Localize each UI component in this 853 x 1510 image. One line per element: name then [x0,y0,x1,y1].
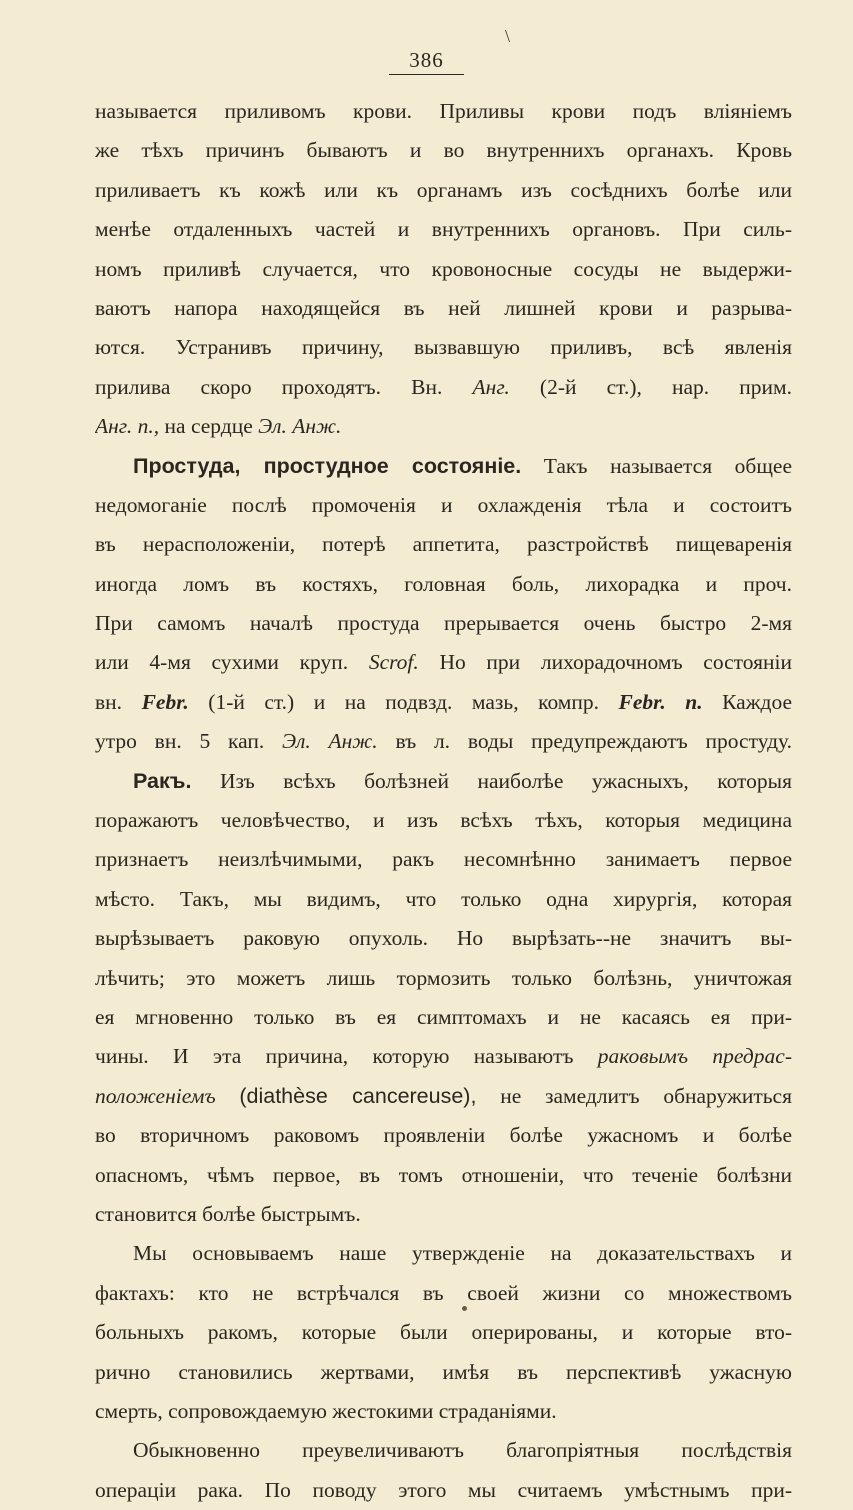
section-heading-prostuda: Простуда, простудное состояніе. [133,453,522,478]
text-line: номъ приливѣ случается, что кровоносные сосуды не выдержи- [95,256,792,281]
text-line: или 4-мя сухими круп. Scrof. Но при лихорадочномъ состояніи [95,650,792,675]
text-line: операціи рака. По поводу этого мы считаемъ умѣстнымъ при- [95,1477,792,1502]
text-line: чины. И эта причина, которую называютъ раковымъ предрас- [95,1044,792,1069]
text-line: прилива скоро проходятъ. Вн. Анг. (2-й ст.), нар. прим. [95,374,792,399]
page-number: 386 [0,48,853,75]
text-line: мѣсто. Такъ, мы видимъ, что только одна хирургія, которая [95,886,792,911]
text-line: же тѣхъ причинъ бываютъ и во внутреннихъ органахъ. Кровь [95,138,792,163]
text-line: ваютъ напора находящейся въ ней лишней крови и разрыва- [95,295,792,320]
remedy-abbrev: Анг. п., [95,414,160,439]
text-line: При самомъ началѣ простуда прерывается очень быстро 2-мя [95,611,792,636]
text-line: въ нерасположеніи, потерѣ аппетита, разстройствѣ пищеваренія [95,532,792,557]
remedy-abbrev: Febr. [141,689,189,714]
text-line: рично становились жертвами, имѣя въ перспективѣ ужасную [95,1359,792,1384]
remedy-abbrev: Эл. Анж. [258,414,342,439]
text-line: приливаетъ къ кожѣ или къ органамъ изъ сосѣднихъ болѣе или [95,177,792,202]
page-text [95,92,792,1510]
ink-dot [462,1306,467,1311]
text-line: называется приливомъ крови. Приливы крови подъ вліяніемъ [95,99,792,123]
text-line: становится болѣе быстрымъ. [95,1201,361,1226]
section-heading-rak: Ракъ. [133,768,192,793]
text-line: Простуда, простудное состояніе. Такъ называется общее [133,453,792,478]
text-line: опасномъ, чѣмъ первое, въ томъ отношеніи, что теченіе болѣзни [95,1162,792,1187]
corner-mark: \ [505,26,511,46]
text-line: поражаютъ человѣчество, и изъ всѣхъ тѣхъ, которыя медицина [95,808,792,833]
italic-term: раковымъ предрас- [597,1044,792,1069]
text-line: ются. Устранивъ причину, вызвавшую приливъ, всѣ явленія [95,335,792,360]
text-line: фактахъ: кто не встрѣчался въ своей жизни со множествомъ [95,1280,792,1305]
remedy-abbrev: Febr. п. [618,689,703,714]
text-line: Мы основываемъ наше утвержденіе на доказательствахъ и [133,1241,792,1266]
text-line: Ракъ. Изъ всѣхъ болѣзней наиболѣе ужасныхъ, которыя [133,768,792,793]
text-line: менѣе отдаленныхъ частей и внутреннихъ органовъ. При силь- [95,217,792,242]
remedy-abbrev: Анг. [472,374,510,399]
text-line: недомоганіе послѣ промоченія и охлажденія тѣла и состоитъ [95,492,792,517]
text-line: во вторичномъ раковомъ проявленіи болѣе ужасномъ и болѣе [95,1123,792,1148]
text-line: вырѣзываетъ раковую опухоль. Но вырѣзать--не значитъ вы- [95,926,792,951]
italic-term: положеніемъ [95,1083,216,1108]
text-line: Анг. п., на сердце Эл. Анж. [95,414,342,439]
latin-term: (diathèse cancereuse), [239,1083,477,1108]
remedy-abbrev: Эл. Анж. [282,729,378,754]
text-line: ея мгновенно только въ ея симптомахъ и не касаясь ея при- [95,1004,792,1029]
text-line: признаетъ неизлѣчимыми, ракъ несомнѣнно занимаетъ первое [95,847,792,872]
text-line: лѣчить; это можетъ лишь тормозить только болѣзнь, уничтожая [95,965,792,990]
text-line: утро вн. 5 кап. Эл. Анж. въ л. воды предупреждаютъ простуду. [95,729,792,754]
text-line: Обыкновенно преувеличиваютъ благопріятныя послѣдствія [133,1438,792,1463]
remedy-abbrev: Scrof. [368,650,419,675]
text-line: положеніемъ (diathèse cancereuse), не замедлитъ обнаружиться [95,1083,792,1108]
text-line: смерть, сопровождаемую жестокими страданіями. [95,1398,557,1423]
text-line: больныхъ ракомъ, которые были оперированы, и которые вто- [95,1320,792,1345]
text-line: иногда ломъ въ костяхъ, головная боль, лихорадка и проч. [95,571,792,596]
text-line: вн. Febr. (1-й ст.) и на подвзд. мазь, компр. Febr. п. Каждое [95,689,792,714]
